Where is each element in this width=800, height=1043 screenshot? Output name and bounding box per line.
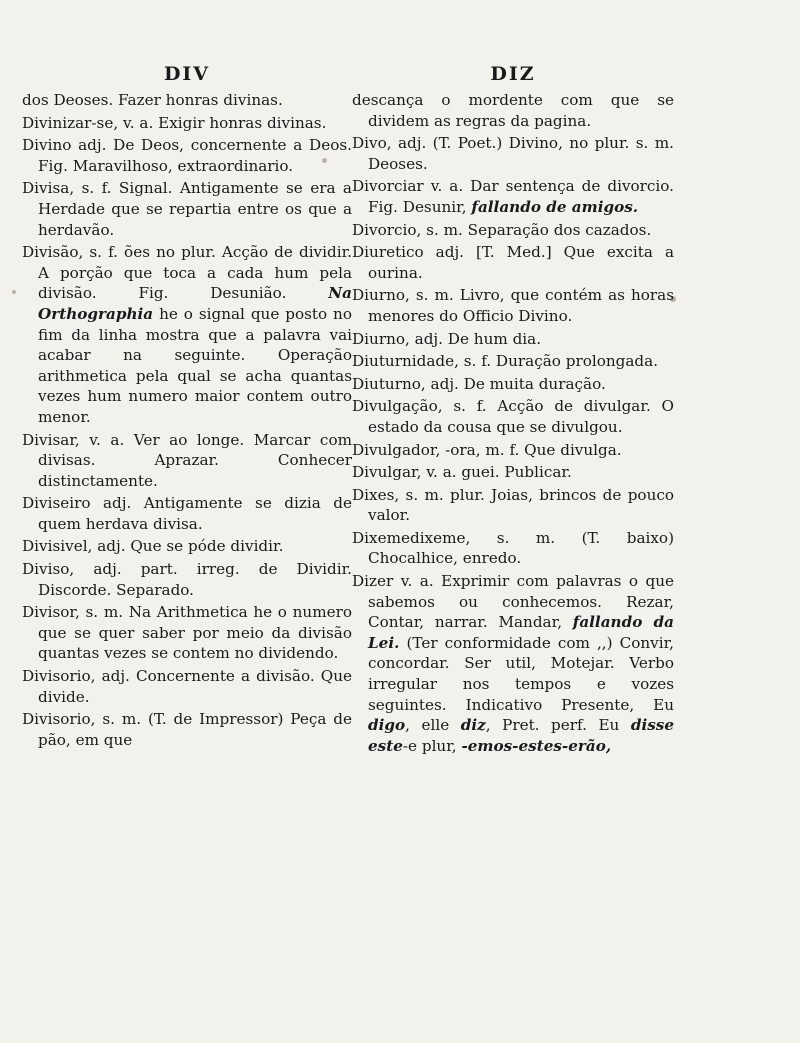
- right-column: [352, 62, 674, 756]
- entry: Divisor, s. m. Na Arithmetica he o numero que se quer saber por meio da divisão quantas vezes se contem no dividendo.: [22, 603, 352, 663]
- entry: Divorcio, s. m. Separação dos cazados.: [352, 220, 652, 239]
- entry: Divulgar, v. a. guei. Publicar.: [352, 463, 572, 482]
- entry: Divisão, s. f. ões no plur. Acção de dividir. A porção que toca a cada hum pela divisão. Fig. Desunião. Na Orthographia he o signal que posto no fim da linha mostra que a palavra vai acabar na seguinte. Operação arithmetica pela qual se acha quantas vezes hum numero maior contem outro menor.: [22, 243, 352, 426]
- entry: Dixes, s. m. plur. Joias, brincos de pouco valor.: [352, 485, 674, 525]
- entry: Diuretico adj. [T. Med.] Que excita a ourina.: [352, 243, 674, 282]
- ink-speck: [12, 290, 16, 294]
- entry: Divulgação, s. f. Acção de divulgar. O estado da cousa que se divulgou.: [352, 397, 674, 436]
- entry: Divisorio, adj. Concernente a divisão. Que divide.: [22, 667, 352, 706]
- entry: Dixemedixeme, s. m. (T. baixo) Chocalhice, enredo.: [352, 528, 674, 568]
- entry: Divino adj. De Deos, concernente a Deos. Fig. Maravilhoso, extraordinario.: [22, 136, 352, 175]
- entry: Divorciar v. a. Dar sentença de divorcio. Fig. Desunir, fallando de amigos.: [352, 177, 674, 216]
- entry: Diurno, adj. De hum dia.: [352, 329, 542, 348]
- entry: Divinizar-se, v. a. Exigir honras divinas.: [22, 113, 327, 132]
- running-head-left: DIV: [163, 63, 211, 85]
- entry: Divo, adj. (T. Poet.) Divino, no plur. s. m. Deoses.: [352, 134, 674, 173]
- entry: Diviseiro adj. Antigamente se dizia de quem herdava divisa.: [22, 494, 352, 533]
- entry: Dizer v. a. Exprimir com palavras o que sabemos ou conhecemos. Rezar, Contar, narrar. Mandar, fallando da Lei. (Ter conformidade com ,,) Convir, concordar. Ser util, Motejar. Verbo irregular nos tempos e vozes seguintes. Indicativo Presente, Eu digo, elle diz, Pret. perf. Eu disse este-e plur, -emos-estes-erão,: [352, 572, 674, 755]
- entry: Diuturnidade, s. f. Duração prolongada.: [352, 352, 659, 371]
- entry: Diurno, s. m. Livro, que contém as horas menores do Officio Divino.: [352, 286, 674, 325]
- entry: Divisorio, s. m. (T. de Impressor) Peça de pão, em que: [22, 710, 352, 749]
- entry: Divisar, v. a. Ver ao longe. Marcar com divisas. Aprazar. Conhecer distinctamente.: [22, 430, 352, 490]
- left-column: [22, 62, 352, 750]
- entry: Diviso, adj. part. irreg. de Dividir. Discorde. Separado.: [22, 560, 352, 599]
- entry: Diuturno, adj. De muita duração.: [352, 374, 606, 393]
- entry: descança o mordente com que se dividem as regras da pagina.: [352, 91, 674, 130]
- entry: Divisivel, adj. Que se póde dividir.: [22, 537, 284, 556]
- entry: Divisa, s. f. Signal. Antigamente se era a Herdade que se repartia entre os que a herdavão.: [22, 179, 352, 239]
- entry: dos Deoses. Fazer honras divinas.: [22, 91, 283, 109]
- entry: Divulgador, -ora, m. f. Que divulga.: [352, 440, 622, 459]
- running-head-right: DIZ: [490, 63, 536, 85]
